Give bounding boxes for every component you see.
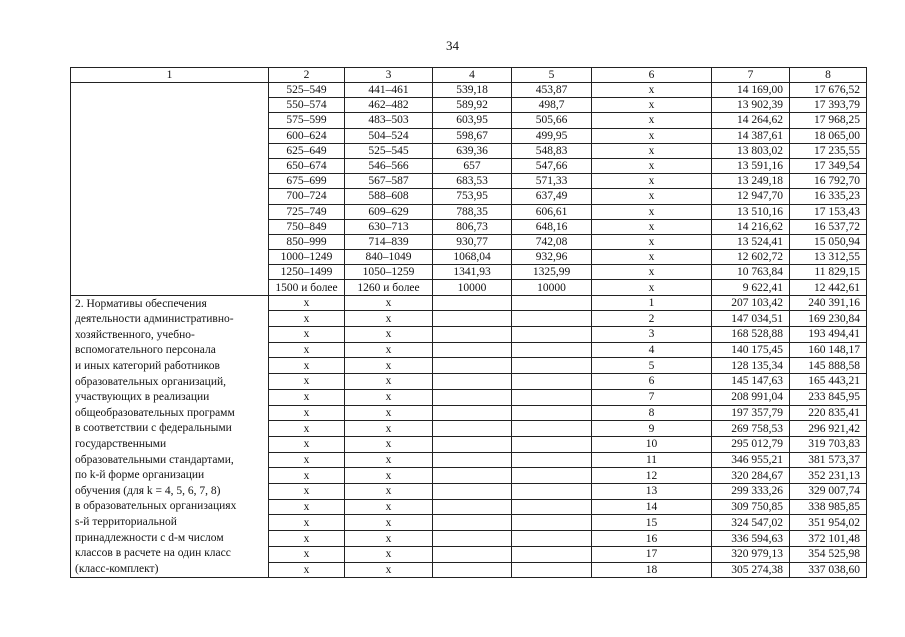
table-cell: 1 <box>592 295 712 311</box>
table-cell <box>512 311 592 327</box>
table-cell: x <box>592 280 712 295</box>
table-cell: 320 979,13 <box>712 546 790 562</box>
table-cell: 169 230,84 <box>790 311 867 327</box>
table-row <box>71 83 867 98</box>
description-line: вспомогательного персонала <box>75 344 216 357</box>
table-cell: 13 591,16 <box>712 158 790 173</box>
table-cell: 296 921,42 <box>790 421 867 437</box>
table-cell: 18 <box>592 562 712 578</box>
table-cell: 336 594,63 <box>712 531 790 547</box>
table-cell: 13 803,02 <box>712 143 790 158</box>
table-cell: 220 835,41 <box>790 405 867 421</box>
table-cell: 4 <box>592 342 712 358</box>
description-line: в соответствии с федеральными <box>75 422 232 435</box>
table-cell: 1260 и более <box>345 280 433 295</box>
table-cell: 233 845,95 <box>790 389 867 405</box>
table-cell: 1341,93 <box>433 265 512 280</box>
table-cell: x <box>592 204 712 219</box>
table-cell <box>433 436 512 452</box>
column-header: 6 <box>592 68 712 83</box>
table-cell: x <box>592 83 712 98</box>
table-cell: 700–724 <box>269 189 345 204</box>
table-cell: 324 547,02 <box>712 515 790 531</box>
table-cell: 453,87 <box>512 83 592 98</box>
table-cell: 329 007,74 <box>790 484 867 500</box>
table-cell: 1250–1499 <box>269 265 345 280</box>
table-cell <box>512 421 592 437</box>
table-cell: 505,66 <box>512 113 592 128</box>
table-cell: x <box>345 562 433 578</box>
table-cell: 609–629 <box>345 204 433 219</box>
table-cell: 240 391,16 <box>790 295 867 311</box>
table-cell: x <box>592 98 712 113</box>
table-cell: x <box>592 158 712 173</box>
table-cell: 714–839 <box>345 234 433 249</box>
table-cell <box>512 389 592 405</box>
description-line: в образовательных организациях <box>75 500 237 513</box>
table-cell: 7 <box>592 389 712 405</box>
table-cell <box>512 484 592 500</box>
description-line: 2. Нормативы обеспечения <box>75 297 207 310</box>
table-cell: x <box>269 358 345 374</box>
description-line: общеобразовательных программ <box>75 406 235 419</box>
table-cell: 351 954,02 <box>790 515 867 531</box>
table-cell: 12 442,61 <box>790 280 867 295</box>
section2-description <box>71 295 269 578</box>
table-cell <box>433 531 512 547</box>
table-cell: x <box>345 452 433 468</box>
table-cell <box>433 484 512 500</box>
section1-label-cell <box>71 83 269 296</box>
table-cell: x <box>592 219 712 234</box>
table-cell: x <box>345 421 433 437</box>
table-cell: 309 750,85 <box>712 499 790 515</box>
description-line: участвующих в реализации <box>75 391 210 404</box>
column-header: 5 <box>512 68 592 83</box>
table-cell: 352 231,13 <box>790 468 867 484</box>
table-cell <box>433 342 512 358</box>
table-cell: 269 758,53 <box>712 421 790 437</box>
table-cell: x <box>269 374 345 390</box>
description-line: образовательных организаций, <box>75 375 226 388</box>
table-cell <box>512 452 592 468</box>
table-cell <box>512 374 592 390</box>
table-cell <box>433 295 512 311</box>
table-cell: x <box>345 311 433 327</box>
table-cell: 128 135,34 <box>712 358 790 374</box>
table-cell: 657 <box>433 158 512 173</box>
table-cell: 18 065,00 <box>790 128 867 143</box>
table-cell: 5 <box>592 358 712 374</box>
table-cell: 17 <box>592 546 712 562</box>
table-cell: 462–482 <box>345 98 433 113</box>
table-cell: 750–849 <box>269 219 345 234</box>
table-cell: x <box>269 562 345 578</box>
table-cell: 14 264,62 <box>712 113 790 128</box>
table-cell: 1068,04 <box>433 250 512 265</box>
table-cell: 16 <box>592 531 712 547</box>
table-cell <box>512 499 592 515</box>
column-header: 4 <box>433 68 512 83</box>
table-cell: 1325,99 <box>512 265 592 280</box>
table-cell: 168 528,88 <box>712 327 790 343</box>
table-cell: 13 249,18 <box>712 174 790 189</box>
column-header: 7 <box>712 68 790 83</box>
table-cell: 207 103,42 <box>712 295 790 311</box>
table-cell: 606,61 <box>512 204 592 219</box>
table-cell: x <box>345 499 433 515</box>
table-cell: x <box>269 311 345 327</box>
table-cell: 483–503 <box>345 113 433 128</box>
table-cell: 17 676,52 <box>790 83 867 98</box>
table-cell: 3 <box>592 327 712 343</box>
column-header: 8 <box>790 68 867 83</box>
table-cell: x <box>269 484 345 500</box>
table-cell: 15 050,94 <box>790 234 867 249</box>
table-cell: x <box>345 405 433 421</box>
table-cell <box>433 389 512 405</box>
table-cell: 525–545 <box>345 143 433 158</box>
table-cell: 9 <box>592 421 712 437</box>
table-cell: x <box>269 342 345 358</box>
table-cell: x <box>345 295 433 311</box>
table-cell: 10 763,84 <box>712 265 790 280</box>
table-cell: x <box>345 327 433 343</box>
table-cell: 17 393,79 <box>790 98 867 113</box>
table-cell: 338 985,85 <box>790 499 867 515</box>
table-cell: 12 602,72 <box>712 250 790 265</box>
table-cell: 1050–1259 <box>345 265 433 280</box>
table-cell <box>512 562 592 578</box>
description-line: образовательными стандартами, <box>75 453 234 466</box>
table-cell: 193 494,41 <box>790 327 867 343</box>
table-cell: 788,35 <box>433 204 512 219</box>
table-cell: x <box>269 499 345 515</box>
table-cell: 546–566 <box>345 158 433 173</box>
table-cell: x <box>269 515 345 531</box>
table-cell: 1500 и более <box>269 280 345 295</box>
table-cell: x <box>269 389 345 405</box>
table-cell: 571,33 <box>512 174 592 189</box>
table-cell: 550–574 <box>269 98 345 113</box>
table-cell: 346 955,21 <box>712 452 790 468</box>
table-cell: 12 947,70 <box>712 189 790 204</box>
table-cell <box>512 295 592 311</box>
table-cell: x <box>269 327 345 343</box>
table-cell: 650–674 <box>269 158 345 173</box>
table-cell: 15 <box>592 515 712 531</box>
table-cell: 295 012,79 <box>712 436 790 452</box>
table-cell: 637,49 <box>512 189 592 204</box>
table-cell: 160 148,17 <box>790 342 867 358</box>
table-cell <box>433 421 512 437</box>
table-cell: 13 510,16 <box>712 204 790 219</box>
table-cell: 13 524,41 <box>712 234 790 249</box>
table-cell: 319 703,83 <box>790 436 867 452</box>
table-cell: x <box>592 143 712 158</box>
table-cell: 305 274,38 <box>712 562 790 578</box>
table-cell <box>433 358 512 374</box>
table-cell <box>433 515 512 531</box>
normatives-table <box>70 67 867 578</box>
table-cell: 16 792,70 <box>790 174 867 189</box>
table-cell: 140 175,45 <box>712 342 790 358</box>
table-cell: 575–599 <box>269 113 345 128</box>
description-line: (класс-комплект) <box>75 562 159 575</box>
table-cell: 147 034,51 <box>712 311 790 327</box>
column-header: 2 <box>269 68 345 83</box>
table-cell: 2 <box>592 311 712 327</box>
description-line: по k-й форме организации <box>75 469 205 482</box>
table-cell: x <box>269 295 345 311</box>
table-cell: x <box>345 436 433 452</box>
table-cell: 600–624 <box>269 128 345 143</box>
table-cell: 208 991,04 <box>712 389 790 405</box>
table-cell: x <box>592 174 712 189</box>
table-cell: 13 902,39 <box>712 98 790 113</box>
table-cell: 14 216,62 <box>712 219 790 234</box>
table-cell: x <box>592 234 712 249</box>
description-line: обучения (для k = 4, 5, 6, 7, 8) <box>75 484 221 497</box>
table-cell: 145 147,63 <box>712 374 790 390</box>
table-cell <box>512 515 592 531</box>
description-line: s-й территориальной <box>75 515 177 528</box>
table-cell: 539,18 <box>433 83 512 98</box>
table-cell <box>433 311 512 327</box>
table-cell: 17 153,43 <box>790 204 867 219</box>
table-cell: x <box>592 113 712 128</box>
table-cell: 567–587 <box>345 174 433 189</box>
table-cell: 548,83 <box>512 143 592 158</box>
table-cell: 625–649 <box>269 143 345 158</box>
table-cell <box>512 358 592 374</box>
table-cell: 16 537,72 <box>790 219 867 234</box>
table-cell: x <box>345 546 433 562</box>
description-line: деятельности административно- <box>75 313 234 326</box>
table-cell: 742,08 <box>512 234 592 249</box>
table-cell <box>512 405 592 421</box>
table-cell: 14 <box>592 499 712 515</box>
table-cell: 598,67 <box>433 128 512 143</box>
table-cell: x <box>345 484 433 500</box>
table-cell: 14 387,61 <box>712 128 790 143</box>
table-cell <box>433 327 512 343</box>
description-line: принадлежности с d-м числом <box>75 531 224 544</box>
table-cell: 603,95 <box>433 113 512 128</box>
table-cell: x <box>345 515 433 531</box>
description-line: государственными <box>75 437 167 450</box>
table-cell: 850–999 <box>269 234 345 249</box>
header-row <box>71 68 867 83</box>
table-cell: 498,7 <box>512 98 592 113</box>
description-line: классов в расчете на один класс <box>75 547 231 560</box>
table-cell: x <box>345 374 433 390</box>
table-cell <box>433 562 512 578</box>
table-cell: x <box>269 531 345 547</box>
table-cell <box>512 327 592 343</box>
table-cell: 10000 <box>512 280 592 295</box>
table-cell: 725–749 <box>269 204 345 219</box>
table-cell: 11 <box>592 452 712 468</box>
table-cell: 10000 <box>433 280 512 295</box>
table-cell: 8 <box>592 405 712 421</box>
table-cell: 12 <box>592 468 712 484</box>
table-cell: 337 038,60 <box>790 562 867 578</box>
table-cell: 504–524 <box>345 128 433 143</box>
table-cell: 1000–1249 <box>269 250 345 265</box>
description-line: и иных категорий работников <box>75 360 220 372</box>
table-cell <box>512 342 592 358</box>
table-cell <box>512 546 592 562</box>
table-cell <box>512 436 592 452</box>
table-cell: x <box>269 546 345 562</box>
table-row <box>71 295 867 311</box>
table-cell <box>433 374 512 390</box>
table-cell: 589,92 <box>433 98 512 113</box>
table-cell: x <box>269 421 345 437</box>
table-cell: 932,96 <box>512 250 592 265</box>
description-line: хозяйственного, учебно- <box>75 328 195 341</box>
page-number: 34 <box>446 38 459 53</box>
table-cell: 197 357,79 <box>712 405 790 421</box>
table-cell: x <box>345 358 433 374</box>
table-cell: 372 101,48 <box>790 531 867 547</box>
table-cell <box>433 499 512 515</box>
table-cell: x <box>592 189 712 204</box>
table-cell: 6 <box>592 374 712 390</box>
table-cell: 588–608 <box>345 189 433 204</box>
table-cell: x <box>345 389 433 405</box>
table-cell: x <box>269 468 345 484</box>
table-cell: x <box>345 468 433 484</box>
table-cell: 648,16 <box>512 219 592 234</box>
table-cell: 499,95 <box>512 128 592 143</box>
table-cell: 675–699 <box>269 174 345 189</box>
table-cell: 13 312,55 <box>790 250 867 265</box>
table-cell: 381 573,37 <box>790 452 867 468</box>
table-cell: x <box>269 405 345 421</box>
table-cell <box>512 531 592 547</box>
table-cell: 17 968,25 <box>790 113 867 128</box>
table-cell <box>433 405 512 421</box>
table-cell: 320 284,67 <box>712 468 790 484</box>
table-cell: 547,66 <box>512 158 592 173</box>
table-cell <box>433 546 512 562</box>
table-cell: x <box>345 531 433 547</box>
table-cell: x <box>269 452 345 468</box>
table-cell: 525–549 <box>269 83 345 98</box>
table-cell: 354 525,98 <box>790 546 867 562</box>
table-cell: 16 335,23 <box>790 189 867 204</box>
table-cell <box>433 452 512 468</box>
table-cell: x <box>592 265 712 280</box>
table-cell: 299 333,26 <box>712 484 790 500</box>
table-cell: 10 <box>592 436 712 452</box>
column-header: 3 <box>345 68 433 83</box>
table-cell: x <box>345 342 433 358</box>
table-cell: 165 443,21 <box>790 374 867 390</box>
table-cell: 17 349,54 <box>790 158 867 173</box>
table-cell: 9 622,41 <box>712 280 790 295</box>
table-cell: 630–713 <box>345 219 433 234</box>
table-cell: 753,95 <box>433 189 512 204</box>
table-cell: 17 235,55 <box>790 143 867 158</box>
table-cell: 14 169,00 <box>712 83 790 98</box>
table-cell: 441–461 <box>345 83 433 98</box>
table-cell <box>433 468 512 484</box>
table-cell: 13 <box>592 484 712 500</box>
table-cell: 639,36 <box>433 143 512 158</box>
table-cell: 145 888,58 <box>790 358 867 374</box>
table-cell: 930,77 <box>433 234 512 249</box>
table-cell <box>512 468 592 484</box>
table-cell: x <box>592 250 712 265</box>
table-cell: x <box>269 436 345 452</box>
table-cell: 806,73 <box>433 219 512 234</box>
table-cell: x <box>592 128 712 143</box>
table-cell: 683,53 <box>433 174 512 189</box>
table-cell: 840–1049 <box>345 250 433 265</box>
column-header: 1 <box>71 68 269 83</box>
table-cell: 11 829,15 <box>790 265 867 280</box>
